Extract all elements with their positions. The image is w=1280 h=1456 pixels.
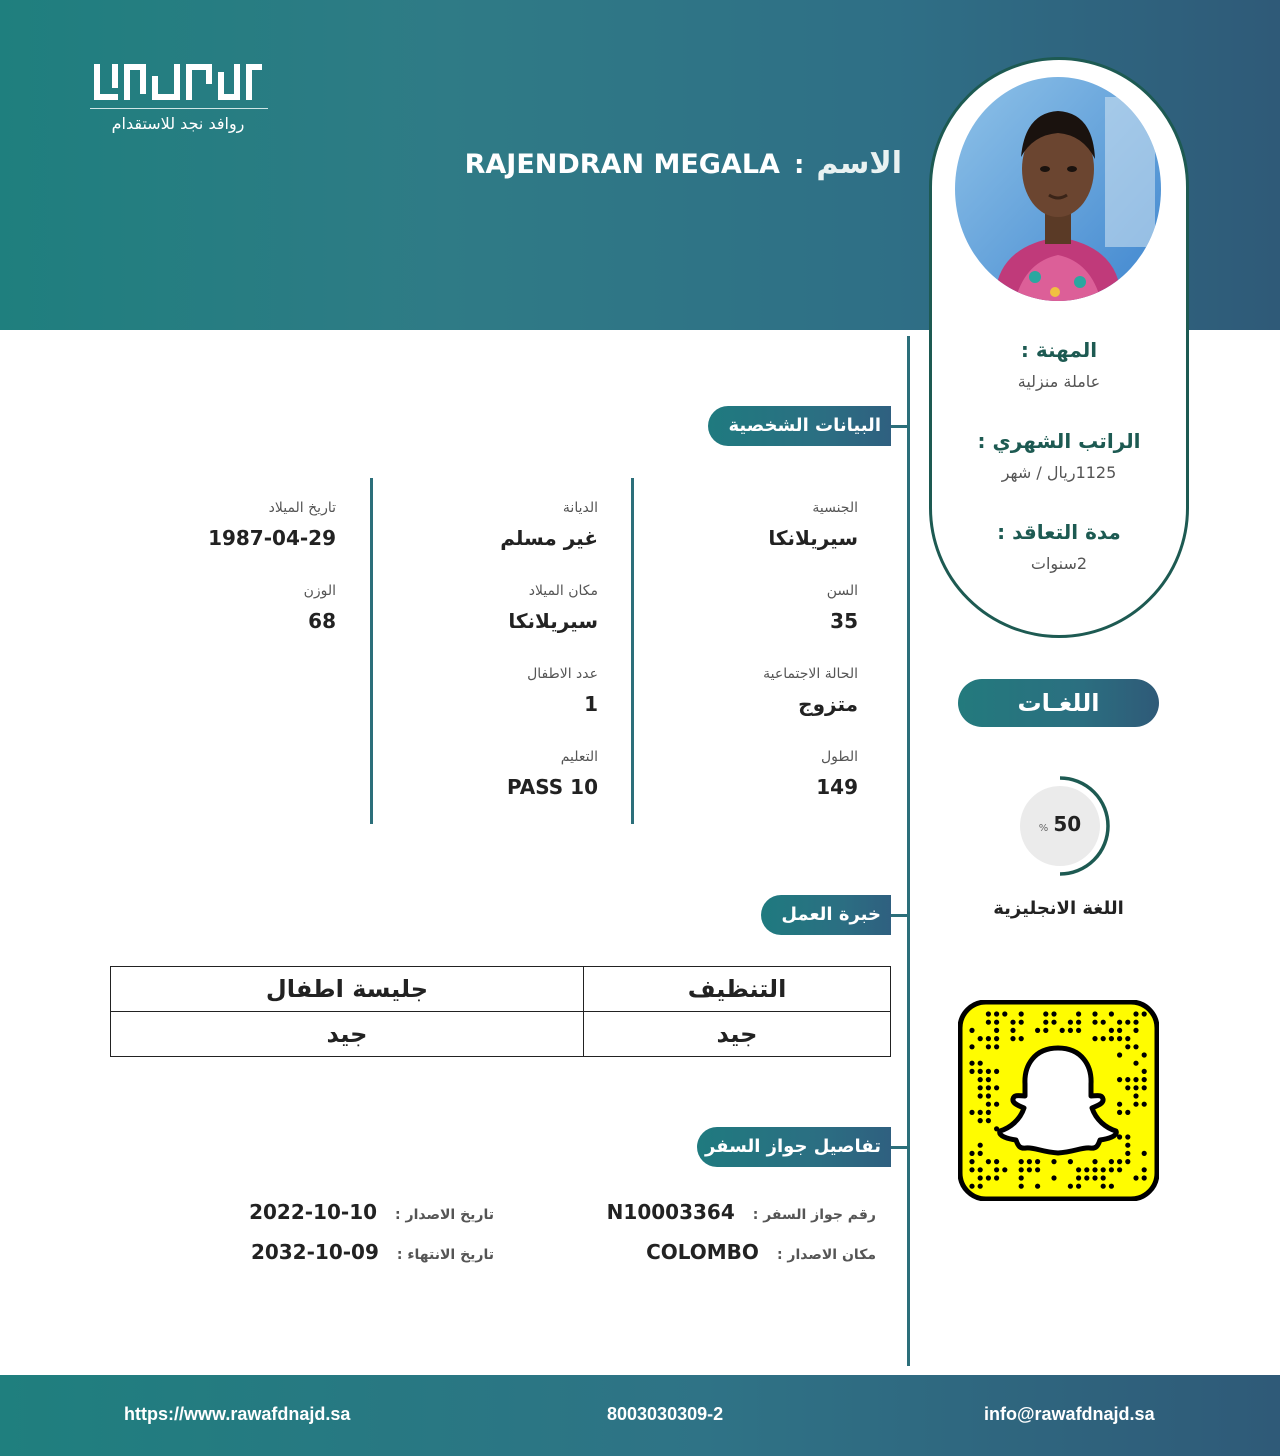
snapcode-dot — [1117, 1028, 1122, 1033]
snapcode-dot — [1035, 1028, 1040, 1033]
snapcode-dot — [994, 1085, 999, 1090]
passport-number-row — [607, 1200, 876, 1224]
english-percent: 50 — [1053, 812, 1082, 836]
snapcode-dot — [1043, 1028, 1048, 1033]
age-field — [658, 583, 858, 633]
snapcode-dot — [969, 1061, 974, 1066]
snapcode-dot — [1133, 1175, 1138, 1180]
snapcode-qr[interactable] — [958, 1000, 1159, 1201]
snapcode-dot — [1101, 1184, 1106, 1189]
snapcode-dot — [1027, 1167, 1032, 1172]
snapcode-dot — [1125, 1085, 1130, 1090]
birth-place-field — [398, 583, 598, 633]
education-label: التعليم — [560, 749, 598, 765]
snapcode-dot — [1125, 1077, 1130, 1082]
snapcode-dot — [1092, 1011, 1097, 1016]
snapcode-dot — [1002, 1011, 1007, 1016]
snapcode-dot — [1084, 1175, 1089, 1180]
snapcode-dot — [1142, 1077, 1147, 1082]
snapcode-dot — [978, 1077, 983, 1082]
snapcode-dot — [1092, 1020, 1097, 1025]
children-value: 1 — [584, 692, 598, 716]
snapcode-dot — [1068, 1028, 1073, 1033]
snapcode-dot — [978, 1061, 983, 1066]
nationality-value: سيريلانكا — [768, 526, 858, 550]
issue-place-label: مكان الاصدار : — [776, 1247, 876, 1263]
snapcode-dot — [1101, 1036, 1106, 1041]
company-logo — [88, 60, 273, 140]
snapcode-dot — [1109, 1184, 1114, 1189]
profession-field — [929, 338, 1189, 391]
snapcode-dot — [1117, 1020, 1122, 1025]
snapcode-dot — [1019, 1020, 1024, 1025]
snapcode-dot — [994, 1011, 999, 1016]
footer-website-link[interactable]: https://www.rawafdnajd.sa — [124, 1404, 351, 1424]
gauge-label — [1020, 812, 1100, 836]
languages-title: اللغـات — [958, 679, 1159, 727]
snapcode-dot — [1117, 1077, 1122, 1082]
snapcode-dot — [986, 1020, 991, 1025]
snapcode-dot — [994, 1036, 999, 1041]
column-divider-2 — [370, 478, 373, 824]
snapcode-dot — [994, 1167, 999, 1172]
snapcode-dot — [986, 1093, 991, 1098]
snapcode-dot — [978, 1151, 983, 1156]
snapcode-dot — [1035, 1159, 1040, 1164]
passport-title-connector — [891, 1146, 909, 1149]
snapcode-dot — [994, 1102, 999, 1107]
religion-label: الديانة — [562, 500, 598, 516]
snapcode-dot — [986, 1077, 991, 1082]
level-cleaning: جيد — [584, 1012, 891, 1057]
logo-divider — [90, 108, 268, 109]
snapcode-dot — [1084, 1167, 1089, 1172]
english-language-name: اللغة الانجليزية — [993, 898, 1124, 919]
snapcode-dot — [1125, 1151, 1130, 1156]
snapcode-dot — [1010, 1020, 1015, 1025]
snapcode-dot — [1019, 1159, 1024, 1164]
snapcode-dot — [986, 1044, 991, 1049]
snapcode-dot — [1051, 1159, 1056, 1164]
snapcode-dot — [994, 1020, 999, 1025]
snapcode-dot — [969, 1159, 974, 1164]
snapcode-dot — [1109, 1167, 1114, 1172]
issue-date-row — [249, 1200, 494, 1224]
snapcode-dot — [978, 1085, 983, 1090]
snapcode-dot — [1109, 1159, 1114, 1164]
snapcode-dot — [1142, 1102, 1147, 1107]
snapcode-dot — [969, 1167, 974, 1172]
percent-sign: % — [1038, 823, 1049, 834]
weight-label: الوزن — [303, 583, 336, 599]
issue-place-value: COLOMBO — [646, 1240, 759, 1264]
snapcode-dot — [1133, 1011, 1138, 1016]
snapcode-dot — [1109, 1036, 1114, 1041]
height-value: 149 — [816, 775, 858, 799]
table-row — [111, 1012, 891, 1057]
snapcode-dot — [994, 1069, 999, 1074]
marital-label: الحالة الاجتماعية — [763, 666, 858, 682]
marital-field — [658, 666, 858, 716]
snapcode-dot — [969, 1184, 974, 1189]
snapcode-dot — [1125, 1044, 1130, 1049]
snapcode-dot — [1019, 1036, 1024, 1041]
expiry-date-row — [251, 1240, 494, 1264]
snapcode-dot — [1109, 1011, 1114, 1016]
contract-value: 2سنوات — [1030, 554, 1088, 573]
snapcode-dot — [1051, 1020, 1056, 1025]
snapcode-dot — [1027, 1159, 1032, 1164]
profession-label: المهنة : — [1020, 338, 1098, 362]
snapcode-dot — [969, 1069, 974, 1074]
expiry-date-label: تاريخ الانتهاء : — [396, 1247, 494, 1263]
snapcode-dot — [1101, 1175, 1106, 1180]
snapcode-dot — [978, 1093, 983, 1098]
weight-value: 68 — [308, 609, 336, 633]
snapcode-dot — [1125, 1020, 1130, 1025]
snapcode-dot — [1068, 1020, 1073, 1025]
logo-mark — [92, 60, 264, 104]
skill-cleaning: التنظيف — [584, 967, 891, 1012]
snapcode-dot — [1092, 1167, 1097, 1172]
experience-table — [110, 966, 891, 1057]
profession-value: عاملة منزلية — [1017, 372, 1101, 391]
birth-date-field — [136, 500, 336, 550]
snapcode-dot — [994, 1175, 999, 1180]
snapcode-dot — [1019, 1167, 1024, 1172]
snapcode-dot — [1142, 1069, 1147, 1074]
worker-name: RAJENDRAN MEGALA — [464, 149, 780, 180]
birth-date-label: تاريخ الميلاد — [268, 500, 336, 516]
nationality-label: الجنسية — [812, 500, 858, 516]
snapcode-dot — [1101, 1020, 1106, 1025]
snapcode-dot — [1019, 1184, 1024, 1189]
snapcode-dot — [978, 1069, 983, 1074]
footer-bar — [0, 1375, 1280, 1456]
snapcode-dot — [978, 1110, 983, 1115]
snapcode-dot — [978, 1118, 983, 1123]
snapcode-dot — [1109, 1028, 1114, 1033]
snapcode-dot — [986, 1011, 991, 1016]
footer-email-link[interactable]: info@rawafdnajd.sa — [984, 1404, 1155, 1424]
passport-number-value: N10003364 — [606, 1200, 735, 1224]
snapcode-dot — [986, 1110, 991, 1115]
nationality-field — [658, 500, 858, 550]
snapcode-dot — [1125, 1110, 1130, 1115]
passport-number-label: رقم جواز السفر : — [752, 1207, 876, 1223]
snapcode-dot — [1117, 1036, 1122, 1041]
height-field — [658, 749, 858, 799]
level-babysitting: جيد — [111, 1012, 584, 1057]
birth-date-value: 1987-04-29 — [208, 526, 336, 550]
education-field — [398, 749, 598, 799]
contract-field — [929, 520, 1189, 573]
snapcode-dot — [986, 1102, 991, 1107]
snapcode-dot — [1068, 1184, 1073, 1189]
snapcode-dot — [986, 1085, 991, 1090]
snapcode-dot — [1076, 1020, 1081, 1025]
snapcode-dot — [994, 1159, 999, 1164]
column-divider-1 — [631, 478, 634, 824]
issue-date-value: 2022-10-10 — [249, 1200, 378, 1224]
snapcode-dot — [1051, 1175, 1056, 1180]
snapcode-dot — [1117, 1159, 1122, 1164]
snapcode-dot — [1076, 1175, 1081, 1180]
religion-field — [398, 500, 598, 550]
snapcode-dot — [1019, 1011, 1024, 1016]
snapcode-dot — [1125, 1036, 1130, 1041]
snapcode-dot — [1076, 1167, 1081, 1172]
snapcode-dot — [1142, 1011, 1147, 1016]
snapcode-dot — [1043, 1020, 1048, 1025]
footer-phone[interactable]: 8003030309-2 — [607, 1404, 724, 1424]
age-value: 35 — [830, 609, 858, 633]
snapcode-dot — [1117, 1110, 1122, 1115]
snapcode-dot — [1010, 1028, 1015, 1033]
issue-place-row — [646, 1240, 876, 1264]
table-row — [111, 967, 891, 1012]
snapcode-dot — [1133, 1102, 1138, 1107]
snapcode-dot — [1035, 1184, 1040, 1189]
height-label: الطول — [820, 749, 858, 765]
salary-label: الراتب الشهري : — [977, 429, 1141, 453]
snapcode-dot — [986, 1159, 991, 1164]
snapcode-dot — [994, 1044, 999, 1049]
snapcode-dot — [978, 1167, 983, 1172]
snapcode-dot — [1076, 1028, 1081, 1033]
snapcode-dot — [1092, 1036, 1097, 1041]
snapcode-dot — [1133, 1020, 1138, 1025]
snapcode-dot — [986, 1069, 991, 1074]
logo-subtitle: روافد نجد للاستقدام — [111, 114, 245, 133]
religion-value: غير مسلم — [500, 526, 598, 550]
snapcode-dot — [986, 1175, 991, 1180]
snapcode-dot — [969, 1110, 974, 1115]
work-experience-title: خبرة العمل — [761, 895, 891, 935]
snapcode-dot — [1142, 1052, 1147, 1057]
snapcode-dot — [1019, 1175, 1024, 1180]
snapcode-dot — [1117, 1052, 1122, 1057]
timeline-line — [907, 336, 910, 1366]
snapcode-dot — [969, 1028, 974, 1033]
snapcode-dot — [1092, 1159, 1097, 1164]
snapcode-dot — [1125, 1134, 1130, 1139]
snapcode-dot — [1010, 1036, 1015, 1041]
birth-place-value: سيريلانكا — [508, 609, 598, 633]
snapcode-dot — [969, 1044, 974, 1049]
age-label: السن — [826, 583, 858, 599]
worker-name-line — [465, 146, 902, 181]
issue-date-label: تاريخ الاصدار : — [395, 1207, 494, 1223]
skill-babysitting: جليسة اطفال — [111, 967, 584, 1012]
snapcode-dot — [994, 1028, 999, 1033]
snapcode-dot — [1076, 1184, 1081, 1189]
person-photo-icon — [955, 77, 1161, 301]
salary-value: 1125ريال / شهر — [1001, 463, 1117, 482]
snapcode-dot — [978, 1175, 983, 1180]
snapcode-dot — [1002, 1167, 1007, 1172]
birth-place-label: مكان الميلاد — [528, 583, 598, 599]
children-field — [398, 666, 598, 716]
snapcode-dot — [986, 1036, 991, 1041]
marital-value: متزوج — [798, 692, 858, 716]
weight-field — [136, 583, 336, 633]
snapcode-dot — [1133, 1028, 1138, 1033]
personal-title-connector — [891, 425, 909, 428]
snapcode-dot — [1142, 1175, 1147, 1180]
snapcode-dot — [1051, 1011, 1056, 1016]
snapcode-dot — [1117, 1102, 1122, 1107]
snapcode-dot — [1142, 1085, 1147, 1090]
snapcode-dot — [1133, 1077, 1138, 1082]
name-colon: : — [793, 150, 805, 180]
snapcode-dot — [1117, 1167, 1122, 1172]
snapcode-dot — [1092, 1175, 1097, 1180]
snapcode-dot — [1076, 1011, 1081, 1016]
snapcode-dot — [1133, 1044, 1138, 1049]
snapcode-dot — [1133, 1085, 1138, 1090]
personal-data-title: البيانات الشخصية — [708, 406, 891, 446]
snapcode-dot — [1133, 1093, 1138, 1098]
snapcode-dot — [1043, 1011, 1048, 1016]
education-value: PASS 10 — [506, 775, 598, 799]
snapcode-dot — [1125, 1159, 1130, 1164]
children-label: عدد الاطفال — [527, 666, 598, 682]
snapcode-dot — [1133, 1061, 1138, 1066]
name-label: الاسم — [816, 146, 902, 181]
snapcode-dot — [1125, 1143, 1130, 1148]
snapcode-dot — [978, 1184, 983, 1189]
snapcode-dot — [1060, 1028, 1065, 1033]
snapcode-dot — [978, 1036, 983, 1041]
snapcode-dot — [1068, 1159, 1073, 1164]
expiry-date-value: 2032-10-09 — [250, 1240, 379, 1264]
snapcode-dot — [1142, 1167, 1147, 1172]
snapcode-dot — [1035, 1167, 1040, 1172]
passport-details-title: تفاصيل جواز السفر — [697, 1127, 891, 1167]
snapcode-dot — [986, 1118, 991, 1123]
contract-label: مدة التعاقد : — [997, 520, 1121, 544]
snapcode-dot — [978, 1143, 983, 1148]
salary-field — [929, 429, 1189, 482]
snapcode-dot — [1142, 1151, 1147, 1156]
snapcode-dot — [1101, 1167, 1106, 1172]
worker-photo — [955, 77, 1161, 301]
snapcode-dot — [969, 1151, 974, 1156]
experience-title-connector — [891, 914, 909, 917]
